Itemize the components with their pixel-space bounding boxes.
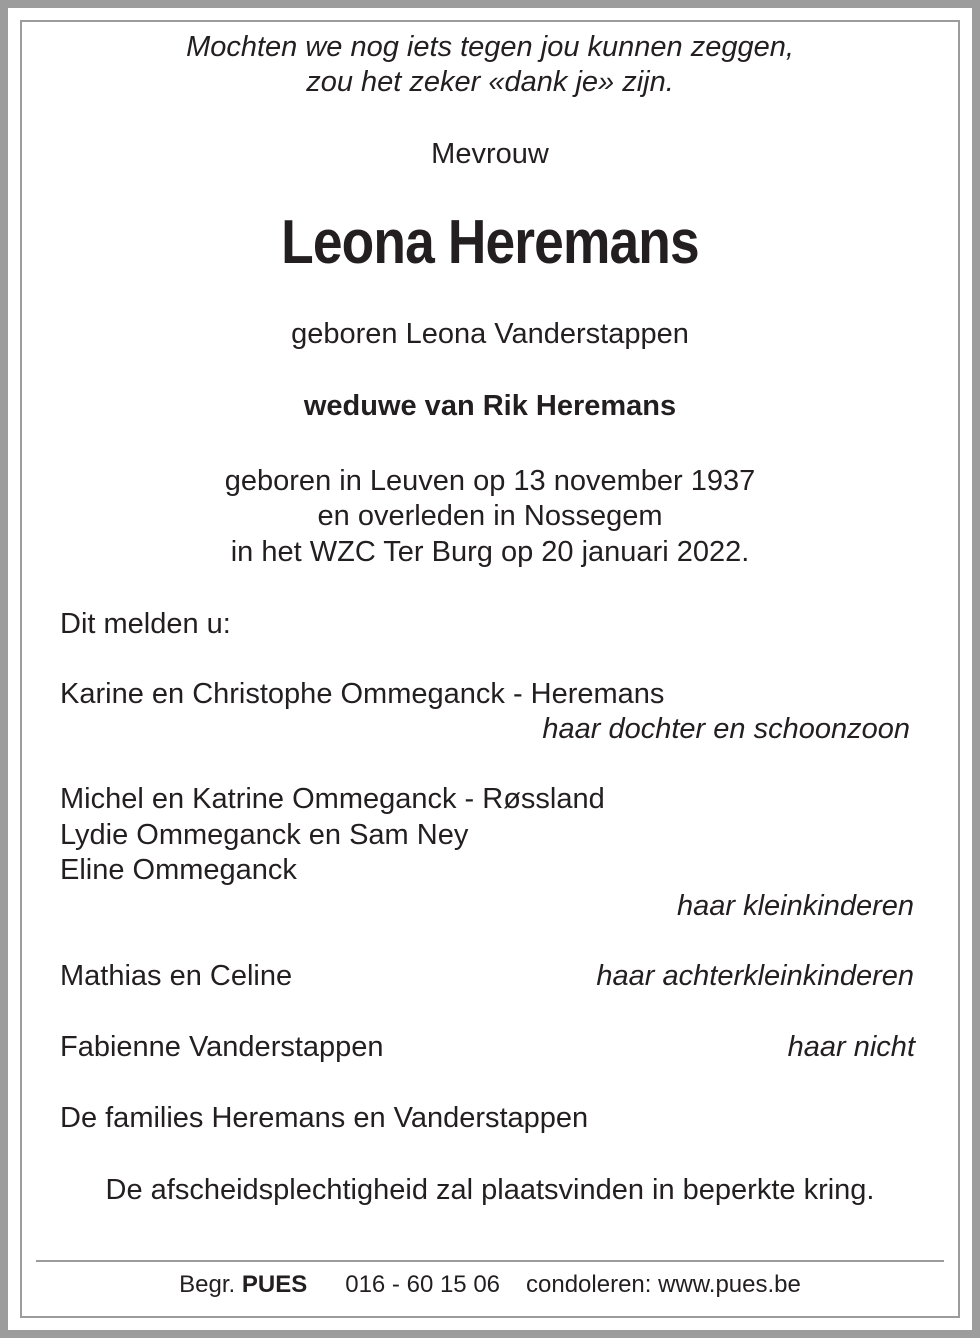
ceremony-note: De afscheidsplechtigheid zal plaatsvinden in beperkte kring. <box>105 1174 875 1206</box>
great-grandchildren-relation: haar achterkleinkinderen <box>596 960 914 992</box>
grandchild-3: Eline Ommeganck <box>60 854 297 886</box>
undertaker-name: PUES <box>241 1271 308 1298</box>
grandchild-2: Lydie Ommeganck en Sam Ney <box>60 819 469 851</box>
grandchild-1: Michel en Katrine Ommeganck - Røssland <box>60 783 605 815</box>
motto-line-1: Mochten we nog iets tegen jou kunnen zeggen, <box>186 31 794 63</box>
salutation: Mevrouw <box>431 138 549 170</box>
daughter-relation: haar dochter en schoonzoon <box>542 713 910 745</box>
families: De families Heremans en Vanderstappen <box>60 1102 589 1134</box>
footer <box>0 1270 980 1300</box>
life-line-2: en overleden in Nossegem <box>317 500 663 532</box>
birth-name: geboren Leona Vanderstappen <box>291 318 689 350</box>
undertaker-phone: 016 - 60 15 06 <box>345 1271 501 1298</box>
undertaker-prefix: Begr. <box>179 1271 236 1298</box>
announce: Dit melden u: <box>60 608 231 640</box>
great-grandchildren-names: Mathias en Celine <box>60 960 293 992</box>
condolences-link[interactable]: condoleren: www.pues.be <box>526 1271 801 1298</box>
deceased-name: Leona Heremans <box>281 208 699 277</box>
grandchildren-relation: haar kleinkinderen <box>677 890 914 922</box>
niece-relation: haar nicht <box>787 1031 915 1063</box>
daughter-names: Karine en Christophe Ommeganck - Heremans <box>60 678 665 710</box>
motto-line-2: zou het zeker «dank je» zijn. <box>306 66 674 98</box>
life-line-1: geboren in Leuven op 13 november 1937 <box>224 465 756 497</box>
footer-divider <box>36 1260 944 1262</box>
widow-of: weduwe van Rik Heremans <box>303 390 677 422</box>
life-line-3: in het WZC Ter Burg op 20 januari 2022. <box>230 536 750 568</box>
niece-name: Fabienne Vanderstappen <box>60 1031 384 1063</box>
